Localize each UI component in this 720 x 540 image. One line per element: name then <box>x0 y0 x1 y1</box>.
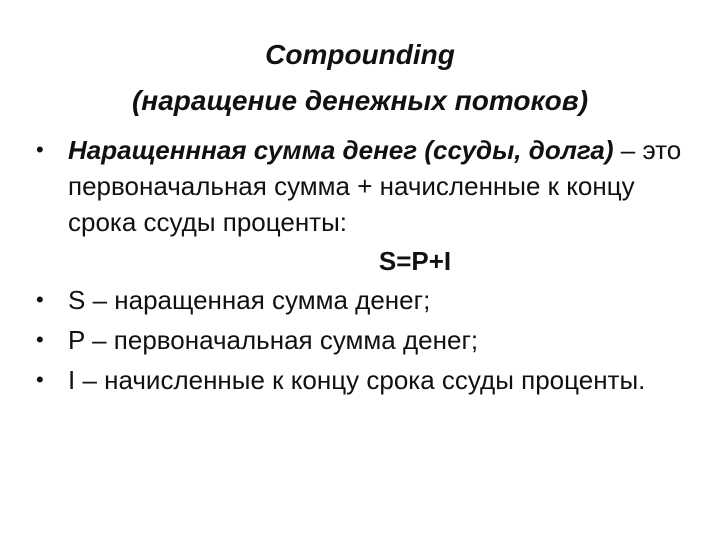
definition-text: – это первоначальная сумма + начисленные к концу срока ссуды проценты: <box>68 135 682 237</box>
list-item-text: S – наращенная сумма денег; <box>68 285 431 315</box>
definition-item <box>30 132 690 240</box>
slide-title <box>40 32 680 124</box>
slide-content <box>30 132 690 398</box>
title-line-1: Compounding <box>265 39 455 70</box>
list-item <box>30 362 690 398</box>
list-item <box>30 322 690 358</box>
bullet-icon: • <box>36 367 44 392</box>
title-line-2: (наращение денежных потоков) <box>131 85 589 116</box>
bullet-icon: • <box>36 287 44 312</box>
formula: S=P+I <box>378 246 452 276</box>
definition-term: Наращеннная сумма денег (ссуды, долга) <box>68 135 614 165</box>
bullet-icon: • <box>36 327 44 352</box>
bullet-icon: • <box>36 137 44 162</box>
list-item-text: P – первоначальная сумма денег; <box>68 325 479 355</box>
list-item-text: I – начисленные к концу срока ссуды проценты. <box>68 365 646 395</box>
list-item <box>30 282 690 318</box>
